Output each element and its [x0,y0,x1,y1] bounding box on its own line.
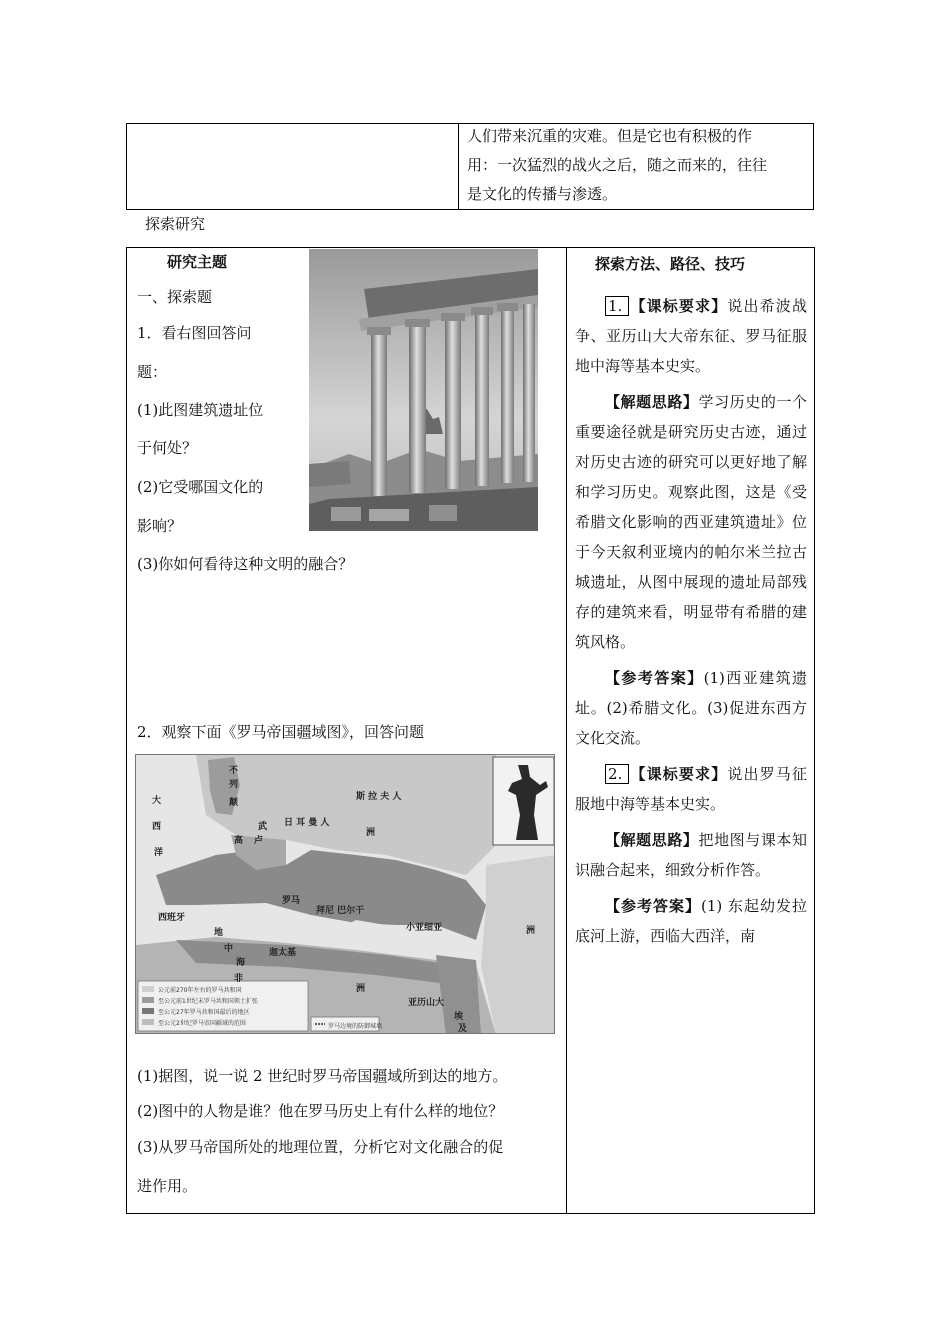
right-column-heading: 探索方法、路径、技巧 [595,255,746,273]
tag-answer: 【参考答案】 [605,669,704,687]
right-column-methods [575,249,807,951]
roman-empire-map [135,754,555,1034]
tag-thinking: 【解题思路】 [605,831,699,849]
text: 说出希波 [727,297,792,315]
tag-requirement: 【课标要求】 [629,297,728,315]
tag-answer: 【参考答案】 [605,897,701,915]
item-2-thinking [575,825,807,885]
left-column-heading: 研究主题 [167,253,228,271]
map-label: 高 [234,836,244,846]
map-label: 斯 拉 夫 人 [356,792,402,802]
question-1-sub-3: (3)你如何看待这种文明的融合？ [137,555,354,573]
map-label: 列 [229,780,239,790]
text: 把地图与课本知识融合起来，细致分析作答。 [575,831,807,879]
question-1-sub-2: 影响？ [137,517,183,535]
question-1-sub-2: (2)它受哪国文化的 [137,478,264,496]
part-heading: 一、探索题 [137,288,213,306]
item-1-thinking [575,387,807,657]
map-legend-item: 至公元27年罗马共和国最后的地区 [158,1009,250,1016]
map-label: 大 [152,796,162,806]
item-number-box: 2. [605,764,629,784]
map-label: 不 [229,766,239,776]
question-2: 2．观察下面《罗马帝国疆域图》，回答问题 [137,723,425,741]
table-column-divider [458,124,459,209]
map-label: 迦太基 [269,948,297,958]
item-1-answer [575,663,807,753]
map-legend-item: 罗马边境的防御城墙 [328,1023,383,1030]
map-legend-item: 至公元前1世纪末罗马共和国领土扩张 [158,998,258,1005]
tag-thinking: 【解题思路】 [605,393,699,411]
map-label: 亚历山大 [408,998,445,1008]
item-number-box: 1. [605,296,629,316]
map-label: 西班牙 [158,913,186,923]
text: 战争、亚历山大大帝东征、罗马征服地中海等基本史实。 [575,297,807,375]
map-label: 小亚细亚 [406,923,443,933]
tag-requirement: 【课标要求】 [629,765,728,783]
table-column-divider [566,248,567,1213]
question-2-sub-3: 进作用。 [137,1177,198,1195]
map-label: 西 [152,822,162,832]
item-2-answer [575,891,807,951]
text: 学习历史的一个重要途径就是研究历史古迹，通过对历史古迹的研究可以更好地了解和学习历史。观察此图，这是《受希腊文化影响的西亚建筑遗址》位于今天叙利亚境内的帕尔米兰拉古城遗址，从图中展现的遗址局部残存的建筑来看，明显带有希腊的建筑风格。 [575,393,807,651]
text: (1) 东起幼发拉底河上游，西临大西洋，南 [575,897,807,945]
map-label: 洲 [526,926,536,936]
text-line: 人们带来沉重的灾难。但是它也有积极的作 [467,127,753,145]
map-label: 及 [458,1024,468,1034]
question-1-line: 1．看右图回答问 [137,324,252,342]
question-2-sub-3: (3)从罗马帝国所处的地理位置，分析它对文化融合的促 [137,1138,504,1156]
item-2-requirement [575,759,807,819]
question-1-sub-1: 于何处？ [137,439,198,457]
map-label: 罗马 [282,896,301,906]
question-1-sub-1: (1)此图建筑遗址位 [137,401,264,419]
map-label: 中 [224,944,234,954]
map-label: 洋 [154,848,164,858]
text: 征服地中海等基本史实。 [575,765,807,813]
map-label: 日 耳 曼 人 [284,818,330,828]
question-1-line: 题： [137,363,168,381]
section-title: 探索研究 [145,215,206,233]
item-1-requirement [575,291,807,381]
ruins-illustration [309,249,538,531]
map-legend-item: 公元前270年左右的罗马共和国 [158,987,242,994]
map-label: 拜尼 巴尔干 [316,906,365,916]
map-label: 埃 [454,1012,464,1022]
question-2-sub-2: (2)图中的人物是谁？他在罗马历史上有什么样的地位？ [137,1102,504,1120]
text-line: 用：一次猛烈的战火之后，随之而来的，往往 [467,156,768,174]
palmyra-ruins-photo [309,249,538,531]
text: (1)西亚建筑遗址。(2)希腊文化。(3)促进东西方文化交流。 [575,669,807,747]
top-table-right-cell [467,122,807,209]
map-legend-item: 至公元2世纪罗马帝国疆域的范围 [158,1020,246,1027]
map-label: 海 [236,958,246,968]
map-label: 颠 [229,798,239,808]
map-label: 非 [234,974,244,984]
map-label: 卢 [254,836,264,846]
map-label: 洲 [366,828,376,838]
map-label: 武 [258,822,268,832]
text: 说出罗马 [727,765,792,783]
map-label: 洲 [356,984,366,994]
question-2-sub-1: (1)据图，说一说 2 世纪时罗马帝国疆域所到达的地方。 [137,1067,508,1085]
text-line: 是文化的传播与渗透。 [467,185,618,203]
map-label: 地 [214,928,224,938]
